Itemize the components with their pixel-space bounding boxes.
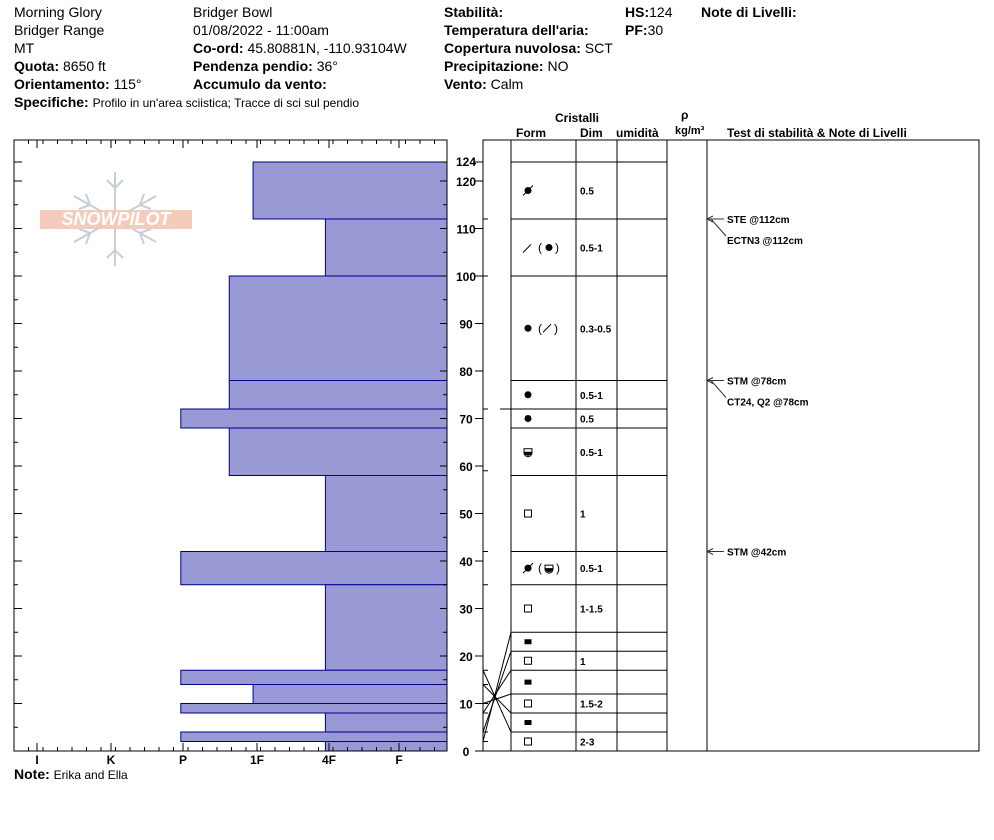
hardness-label: 4F — [321, 753, 337, 767]
hs-value: 124 — [649, 4, 673, 20]
crystal-table-frame — [483, 140, 979, 751]
crust-bar — [525, 680, 532, 685]
grain-slash — [543, 324, 551, 332]
crystals-header: Cristalli — [555, 111, 600, 125]
hardness-bar — [325, 219, 447, 276]
tests-header: Test di stabilità & Note di Livelli — [727, 126, 907, 140]
faceted-icon — [525, 700, 532, 707]
stability-test: ECTN3 @112cm — [727, 236, 803, 247]
rounded-icon — [525, 415, 532, 422]
stability-label: Stabilità: — [444, 4, 504, 20]
hardness-bar — [325, 585, 447, 671]
paren-open: ( — [538, 240, 542, 255]
orient-label: Orientamento: — [14, 76, 110, 92]
depth-label: 90 — [459, 317, 473, 332]
hardness-label: K — [106, 753, 116, 767]
paren-close: ) — [556, 561, 560, 576]
paren-open: ( — [538, 321, 542, 336]
faceted-icon — [525, 605, 532, 612]
quota-label: Quota: — [14, 58, 60, 74]
hardness-bar — [229, 381, 447, 410]
paren-close: ) — [555, 240, 559, 255]
stability-test: CT24, Q2 @78cm — [727, 397, 809, 409]
rounded-icon — [525, 391, 532, 398]
layer-connector — [483, 651, 511, 732]
crust-icon — [525, 720, 532, 725]
facet-square — [525, 657, 532, 664]
quota-value: 8650 ft — [63, 58, 106, 74]
faceted-icon — [525, 657, 532, 664]
grain-dot — [525, 325, 532, 332]
depth-label: 0 — [462, 745, 470, 759]
facet-square — [525, 738, 532, 745]
paren-close: ) — [554, 321, 558, 336]
logo-text: SNOWPILOT — [61, 209, 171, 229]
hardness-bar — [253, 162, 447, 219]
grain-size: 1.5-2 — [580, 699, 603, 711]
depth-label: 40 — [459, 555, 473, 569]
precip-melt-icon — [523, 561, 560, 575]
hardness-bar — [229, 276, 447, 381]
range-name: Bridger Range — [14, 22, 105, 38]
coord-value: 45.80881N, -110.93104W — [247, 40, 407, 56]
test-arrow-line — [711, 381, 726, 398]
site-name: Bridger Bowl — [193, 4, 273, 20]
orient-value: 115° — [113, 76, 142, 92]
wind-value: Calm — [490, 76, 524, 92]
location-name: Morning Glory — [14, 4, 102, 20]
note-label: Note: — [14, 766, 50, 782]
hardness-label: 1F — [249, 753, 265, 767]
wind-load-label: Accumulo da vento: — [193, 76, 327, 92]
depth-label: 124 — [455, 155, 477, 169]
grain-size: 0.5 — [580, 186, 594, 198]
depth-label: 10 — [459, 697, 473, 712]
state-name: MT — [14, 40, 35, 56]
specs-label: Specifiche: — [14, 94, 89, 110]
grain-size: 0.5-1 — [580, 390, 603, 402]
grain-size: 0.5-1 — [580, 447, 603, 459]
crust-icon — [525, 680, 532, 685]
depth-label: 50 — [459, 507, 473, 522]
precip-value: NO — [547, 58, 569, 74]
test-arrow-line — [711, 219, 726, 236]
decomposing-rounded-icon — [523, 241, 559, 255]
hardness-label: F — [395, 753, 403, 767]
datetime: 01/08/2022 - 11:00am — [193, 22, 329, 38]
depth-label: 60 — [459, 460, 473, 474]
hardness-bar — [325, 742, 447, 752]
hardness-bar — [181, 732, 447, 742]
slope-label: Pendenza pendio: — [193, 58, 313, 74]
grain-dot — [525, 415, 532, 422]
dim-header: Dim — [580, 126, 603, 140]
hardness-bar — [181, 409, 447, 428]
wind-label: Vento: — [444, 76, 487, 92]
layer-connector — [483, 670, 511, 732]
grain-size: 2-3 — [580, 737, 595, 749]
faceted-icon — [525, 510, 532, 517]
grain-size: 0.3-0.5 — [580, 324, 612, 336]
depth-label: 30 — [459, 602, 473, 617]
stability-test: STM @42cm — [727, 547, 787, 559]
hardness-bar — [181, 704, 447, 714]
form-header: Form — [516, 126, 546, 140]
crust-bar — [525, 720, 532, 725]
grain-size: 1 — [580, 656, 586, 668]
hardness-bar — [229, 428, 447, 476]
stability-test: STE @112cm — [727, 215, 790, 226]
hardness-label: P — [178, 753, 188, 767]
grain-dot — [546, 244, 553, 251]
note-value: Erika and Ella — [53, 768, 128, 782]
stability-test: STM @78cm — [727, 376, 787, 388]
facet-square — [525, 605, 532, 612]
slope-value: 36° — [316, 58, 338, 74]
cloud-label: Copertura nuvolosa: — [444, 40, 581, 56]
humidity-header: umidità — [616, 126, 659, 140]
hs-label: HS: — [625, 4, 650, 20]
grain-size: 0.5-1 — [580, 243, 603, 255]
faceted-icon — [525, 738, 532, 745]
hardness-bar — [253, 685, 447, 704]
grain-size: 0.5 — [580, 414, 594, 426]
pf-value: 30 — [647, 22, 664, 38]
depth-label: 100 — [455, 270, 477, 284]
grain-dot — [525, 391, 532, 398]
coord-label: Co-ord: — [193, 40, 244, 56]
precip-label: Precipitazione: — [444, 58, 544, 74]
grain-size: 1 — [580, 509, 586, 521]
hardness-bar — [325, 713, 447, 732]
grain-size: 0.5-1 — [580, 564, 603, 576]
paren-open: ( — [538, 561, 542, 576]
hardness-label: I — [35, 753, 39, 767]
layer-connector — [483, 632, 511, 741]
depth-label: 110 — [456, 222, 476, 237]
facet-square — [525, 700, 532, 707]
air-temp-label: Temperatura dell'aria: — [444, 22, 589, 38]
depth-label: 120 — [455, 175, 477, 189]
cloud-value: SCT — [584, 40, 613, 56]
layer-notes-label: Note di Livelli: — [701, 4, 797, 20]
rounded-decomposing-icon — [525, 321, 559, 335]
specs-value: Profilo in un'area sciistica; Tracce di sci sul pendio — [92, 96, 360, 110]
crust-icon — [525, 639, 532, 644]
snowpilot-logo — [40, 172, 192, 266]
rho-header: ρ — [681, 108, 689, 122]
depth-label: 20 — [459, 650, 473, 664]
facet-square — [525, 510, 532, 517]
grain-size: 1-1.5 — [580, 604, 603, 616]
grain-slash — [523, 245, 531, 253]
precip-particles-icon — [523, 186, 533, 196]
depth-label: 80 — [459, 365, 473, 379]
melt-forms-icon — [524, 449, 532, 457]
hardness-bar — [181, 552, 447, 585]
hardness-bar — [181, 670, 447, 684]
depth-label: 70 — [459, 412, 473, 427]
density-unit-header: kg/m³ — [675, 125, 705, 137]
pf-label: PF: — [625, 22, 648, 38]
crust-bar — [525, 639, 532, 644]
hardness-bar — [325, 476, 447, 552]
